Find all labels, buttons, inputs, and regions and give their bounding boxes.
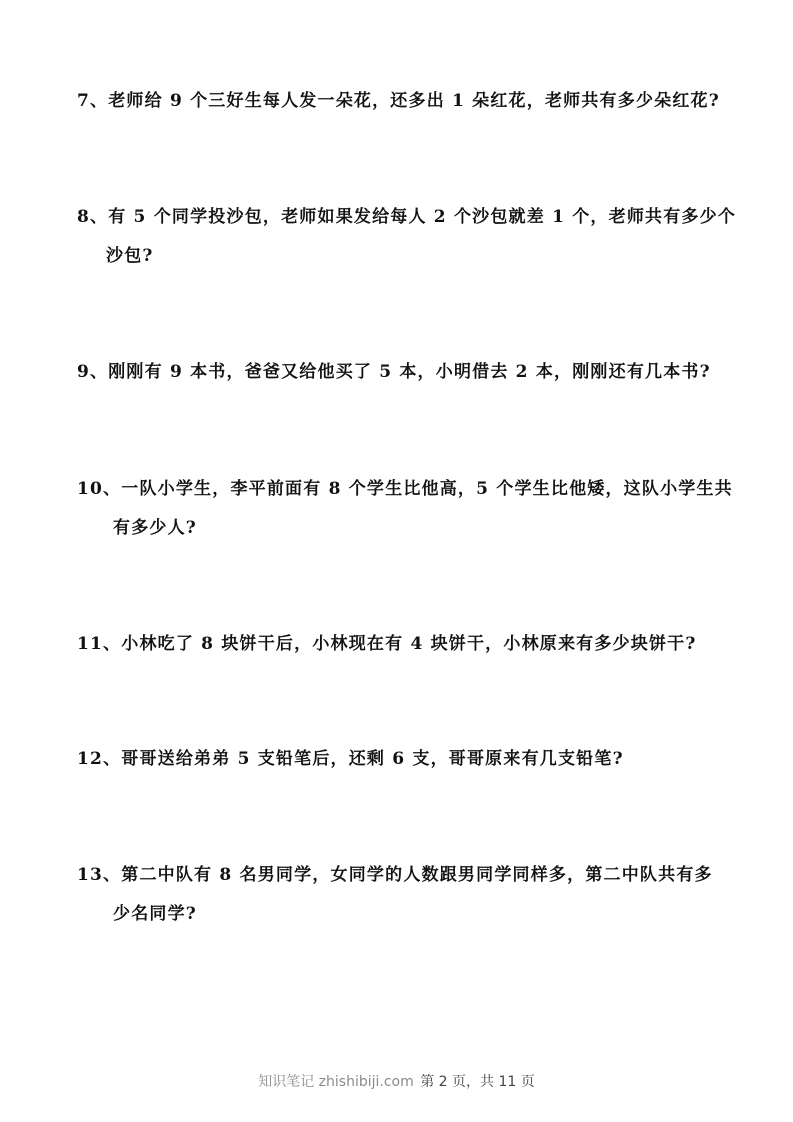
watermark: 知识笔记 zhishibiji.com [258,1074,414,1090]
question-text: 7、老师给 9 个三好生每人发一朵花，还多出 1 朵红花，老师共有多少朵红花? [77,91,720,111]
question-text-continued: 有多少人? [113,518,197,538]
page-footer [0,1071,793,1091]
question-text: 12、哥哥送给弟弟 5 支铅笔后，还剩 6 支，哥哥原来有几支铅笔? [77,749,624,769]
question-text: 9、刚刚有 9 本书，爸爸又给他买了 5 本，小明借去 2 本，刚刚还有几本书? [77,362,711,382]
question-text-continued: 沙包? [106,246,154,266]
question-text: 10、一队小学生，李平前面有 8 个学生比他高，5 个学生比他矮，这队小学生共 [77,479,733,499]
question-text: 11、小林吃了 8 块饼干后，小林现在有 4 块饼干，小林原来有多少块饼干? [77,634,697,654]
question-text: 8、有 5 个同学投沙包，老师如果发给每人 2 个沙包就差 1 个，老师共有多少个 [77,207,737,227]
question-text: 13、第二中队有 8 名男同学，女同学的人数跟男同学同样多，第二中队共有多 [77,865,713,885]
question-text-continued: 少名同学? [113,904,197,924]
page-number: 第 2 页，共 11 页 [420,1074,535,1090]
